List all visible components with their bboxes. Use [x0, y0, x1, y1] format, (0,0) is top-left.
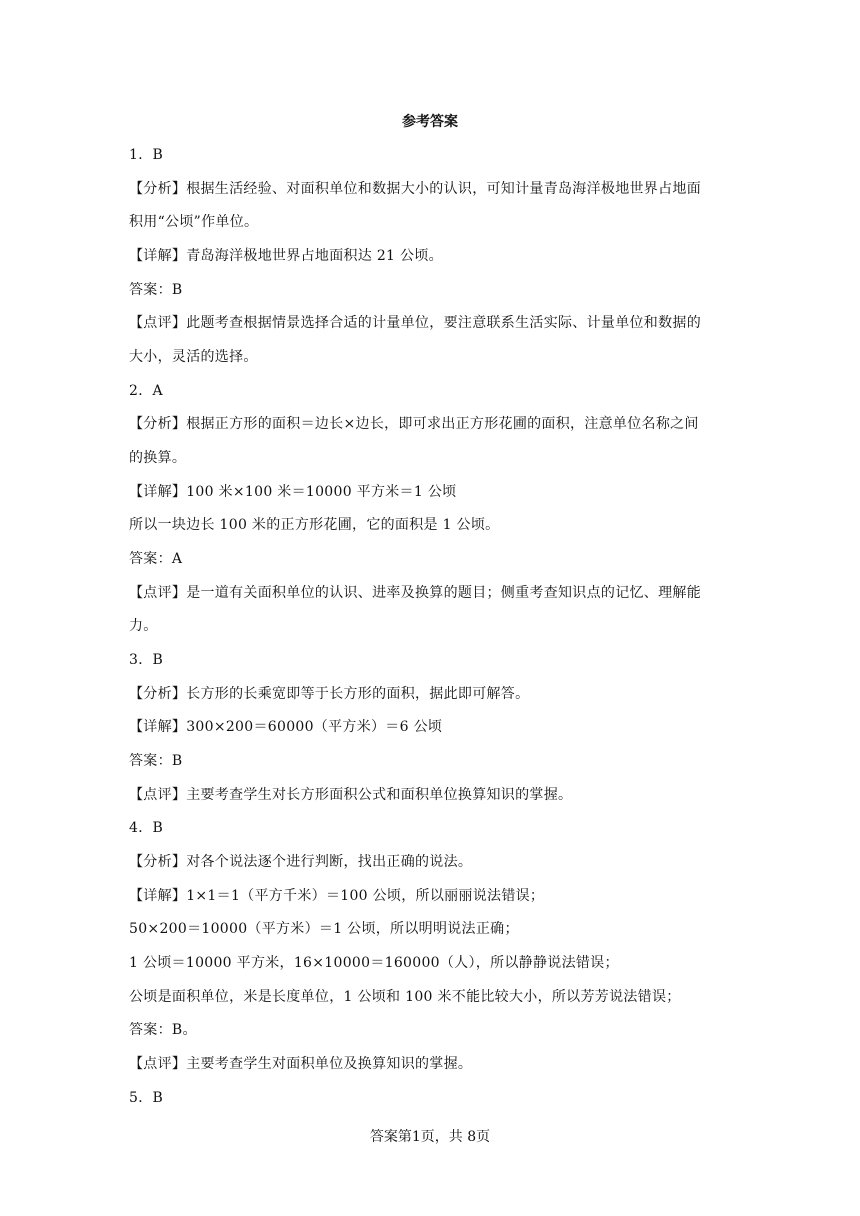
answer-line: 【点评】主要考查学生对长方形面积公式和面积单位换算知识的掌握。: [129, 787, 573, 803]
answer-line: 【详解】1×1＝1（平方千米）＝100 公顷，所以丽丽说法错误；: [129, 888, 545, 904]
answer-line: 大小，灵活的选择。: [129, 349, 258, 365]
answer-line: 【详解】300×200＝60000（平方米）＝6 公顷: [129, 719, 443, 735]
answer-line: 【分析】根据正方形的面积＝边长×边长，即可求出正方形花圃的面积，注意单位名称之间: [129, 416, 699, 432]
answer-line: 【详解】100 米×100 米＝10000 平方米＝1 公顷: [129, 484, 457, 500]
answer-line: 【详解】青岛海洋极地世界占地面积达 21 公顷。: [129, 248, 443, 264]
answer-line: 1．B: [129, 147, 164, 163]
answer-line: 所以一块边长 100 米的正方形花圃，它的面积是 1 公顷。: [129, 517, 500, 533]
answer-line: 答案：B: [129, 753, 183, 769]
answer-line: 4．B: [129, 820, 164, 836]
answer-line: 的换算。: [129, 450, 187, 466]
answer-line: 力。: [129, 618, 158, 634]
answer-line: 【点评】此题考查根据情景选择合适的计量单位，要注意联系生活实际、计量单位和数据的: [129, 315, 701, 331]
answer-line: 【点评】是一道有关面积单位的认识、进率及换算的题目；侧重考查知识点的记忆、理解能: [129, 585, 701, 601]
answer-line: 答案：B。: [129, 1022, 197, 1038]
page-title: 参考答案: [402, 114, 458, 130]
answer-line: 【分析】长方形的长乘宽即等于长方形的面积，据此即可解答。: [129, 686, 530, 702]
answer-line: 【点评】主要考查学生对面积单位及换算知识的掌握。: [129, 1056, 473, 1072]
answer-line: 答案：A: [129, 551, 183, 567]
answer-line: 答案：B: [129, 282, 183, 298]
answer-line: 积用“公顷”作单位。: [129, 214, 259, 230]
answer-line: 50×200＝10000（平方米）＝1 公顷，所以明明说法正确；: [129, 921, 519, 937]
answer-line: 1 公顷＝10000 平方米，16×10000＝160000（人），所以静静说法错误；: [129, 955, 619, 971]
answer-line: 5．B: [129, 1090, 164, 1106]
page-footer: 答案第1页，共 8页: [369, 1129, 491, 1145]
answer-line: 【分析】对各个说法逐个进行判断，找出正确的说法。: [129, 854, 473, 870]
answer-line: 公顷是面积单位，米是长度单位，1 公顷和 100 米不能比较大小，所以芳芳说法错误；: [129, 989, 681, 1005]
answer-line: 3．B: [129, 652, 164, 668]
answer-line: 【分析】根据生活经验、对面积单位和数据大小的认识，可知计量青岛海洋极地世界占地面: [129, 181, 701, 197]
answer-line: 2．A: [129, 383, 163, 399]
